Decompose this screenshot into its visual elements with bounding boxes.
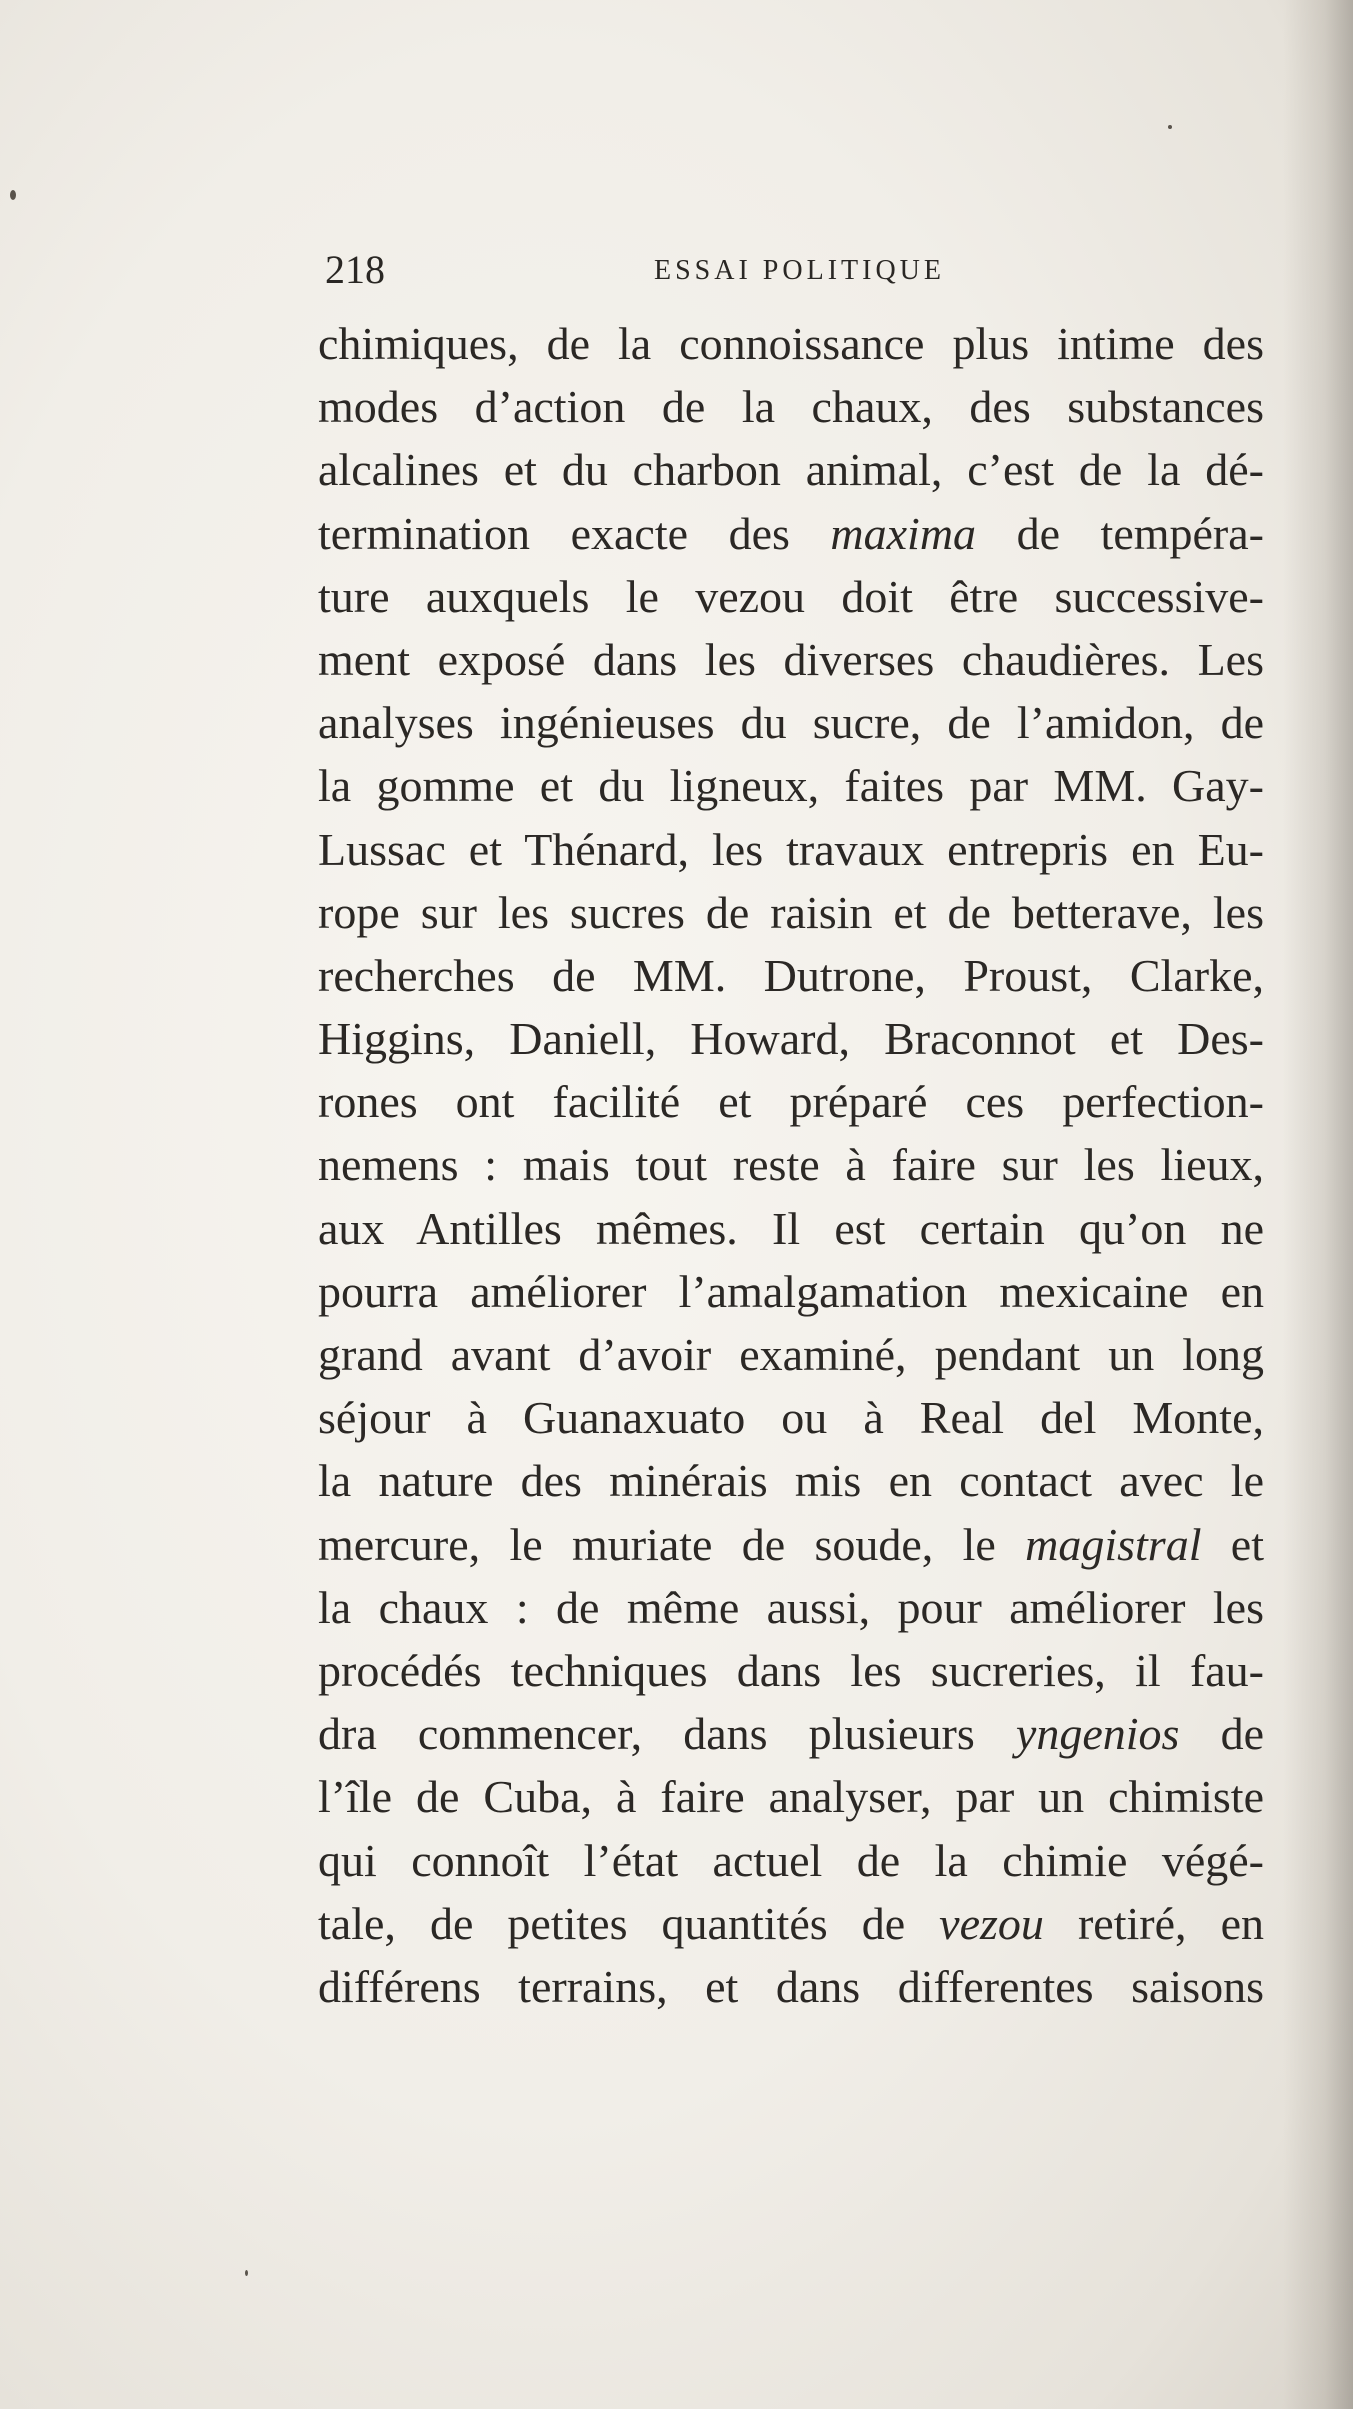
text-line: Lussac et Thénard, les travaux entrepris en Eu- — [318, 823, 1264, 875]
ink-speck — [10, 190, 16, 200]
text-line: chimiques, de la connoissance plus intime des — [318, 318, 1264, 369]
page-number: 218 — [325, 247, 385, 292]
text-segment: de tempéra- — [976, 507, 1264, 559]
text-line: rope sur les sucres de raisin et de betterave, les — [318, 886, 1264, 938]
ink-speck — [245, 2270, 248, 2276]
running-title: ESSAI POLITIQUE — [654, 255, 945, 286]
text-line: ment exposé dans les diverses chaudières. Les — [318, 633, 1264, 685]
text-segment: et — [1201, 1518, 1265, 1570]
text-line: grand avant d’avoir examiné, pendant un long — [318, 1329, 1264, 1380]
text-segment: tale, de petites quantités de — [318, 1897, 940, 1949]
text-line: pourra améliorer l’amalgamation mexicaine en — [318, 1265, 1264, 1317]
italic-word: maxima — [830, 507, 977, 559]
text-line: procédés techniques dans les sucreries, il fau- — [318, 1644, 1264, 1696]
text-line: alcalines et du charbon animal, c’est de la dé- — [318, 444, 1264, 496]
text-line: la gomme et du ligneux, faites par MM. Gay- — [318, 760, 1264, 812]
page-header — [325, 240, 1265, 300]
text-line: qui connoît l’état actuel de la chimie végé- — [318, 1834, 1264, 1886]
text-line: l’île de Cuba, à faire analyser, par un chimiste — [318, 1771, 1264, 1823]
ink-speck — [1168, 125, 1172, 129]
text-line — [318, 1702, 1264, 1765]
italic-word: vezou — [939, 1897, 1044, 1949]
text-line — [318, 502, 1264, 565]
text-line: nemens : mais tout reste à faire sur les lieux, — [318, 1139, 1264, 1191]
text-segment: de — [1179, 1708, 1264, 1760]
text-line: recherches de MM. Dutrone, Proust, Clarke, — [318, 949, 1264, 1001]
text-line — [318, 1892, 1264, 1955]
text-segment: mercure, le muriate de soude, le — [318, 1518, 1026, 1570]
text-line: modes d’action de la chaux, des substances — [318, 381, 1264, 433]
italic-word: yngenios — [1015, 1708, 1180, 1760]
text-line: rones ont facilité et préparé ces perfection- — [318, 1076, 1264, 1128]
text-line: Higgins, Daniell, Howard, Braconnot et Des- — [318, 1013, 1264, 1065]
text-segment: termination exacte des — [318, 507, 831, 559]
italic-word: magistral — [1025, 1518, 1202, 1570]
text-line: analyses ingénieuses du sucre, de l’amidon, de — [318, 697, 1264, 749]
text-line: différens terrains, et dans differentes saisons — [318, 1960, 1264, 2012]
text-line — [318, 1513, 1264, 1576]
body-text — [318, 312, 1264, 2018]
text-line: la chaux : de même aussi, pour améliorer les — [318, 1581, 1264, 1633]
text-segment: dra commencer, dans plusieurs — [318, 1708, 1016, 1760]
text-line: séjour à Guanaxuato ou à Real del Monte, — [318, 1392, 1264, 1444]
text-line: aux Antilles mêmes. Il est certain qu’on ne — [318, 1202, 1264, 1254]
text-segment: retiré, en — [1043, 1897, 1264, 1949]
text-line: ture auxquels le vezou doit être successive- — [318, 570, 1264, 622]
text-line: la nature des minérais mis en contact avec le — [318, 1455, 1264, 1507]
page-edge-shadow — [1283, 0, 1353, 2409]
